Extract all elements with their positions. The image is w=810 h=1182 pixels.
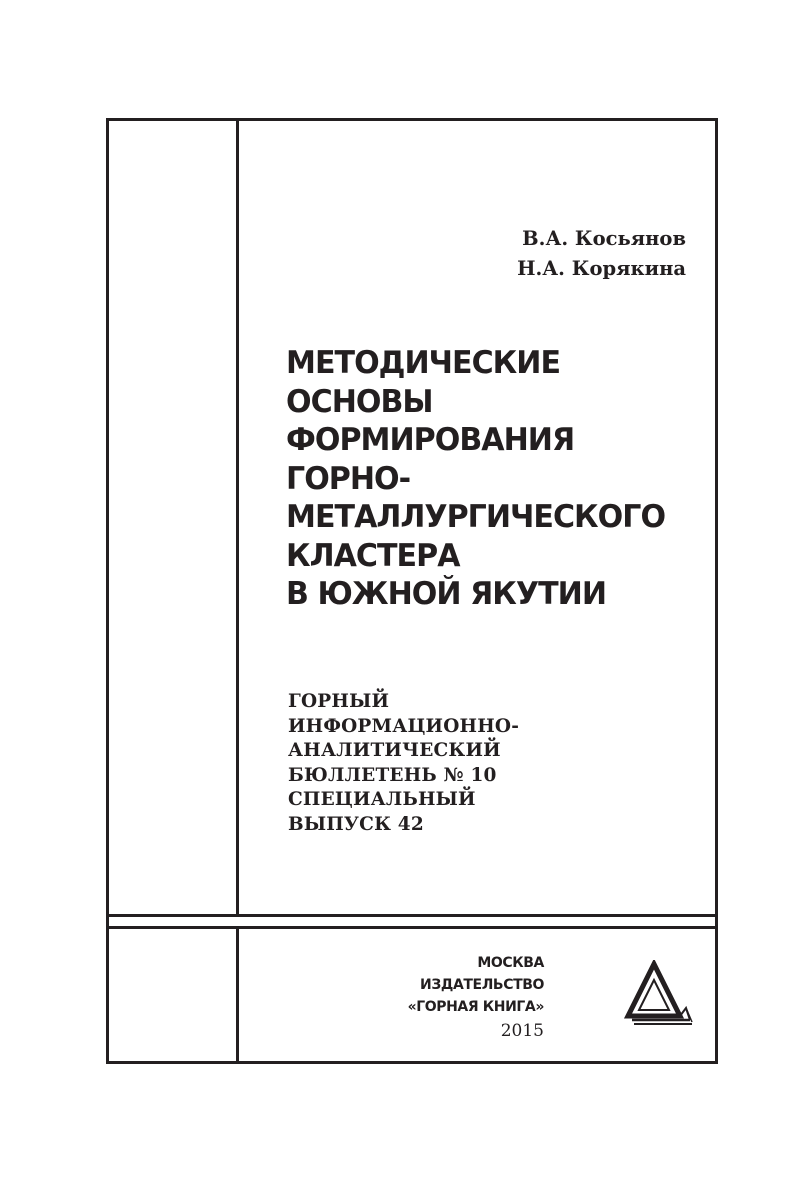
authors-block [517,224,686,284]
series-info [288,690,519,837]
book-title [286,344,693,614]
publisher-city: МОСКВА [477,955,544,971]
title-line: МЕТОДИЧЕСКИЕ [286,345,561,381]
vertical-rule-top [236,118,239,916]
publisher-name: «ГОРНАЯ КНИГА» [407,999,544,1015]
horizontal-rule-upper [106,914,718,917]
series-line: ГОРНЫЙ [288,691,390,712]
publisher-triangle-book-icon [624,960,696,1028]
publication-year: 2015 [500,1021,544,1041]
title-line: В ЮЖНОЙ ЯКУТИИ [286,576,607,612]
series-line: АНАЛИТИЧЕСКИЙ [288,740,501,761]
title-line: МЕТАЛЛУРГИЧЕСКОГО [286,499,666,535]
title-line: ФОРМИРОВАНИЯ [286,422,575,458]
title-line: ОСНОВЫ [286,383,433,420]
title-line: КЛАСТЕРА [286,537,460,574]
series-line: ИНФОРМАЦИОННО- [288,715,520,737]
vertical-rule-bottom [236,928,239,1064]
horizontal-rule-lower [106,926,718,929]
series-line: ВЫПУСК 42 [288,813,424,835]
publisher-house: ИЗДАТЕЛЬСТВО [420,977,544,993]
author-name: Н.А. Корякина [517,257,686,280]
author-name: В.А. Косьянов [522,227,686,250]
publisher-imprint [404,952,544,1042]
series-line: БЮЛЛЕТЕНЬ № 10 [288,764,497,786]
series-line: СПЕЦИАЛЬНЫЙ [288,789,476,810]
title-line: ГОРНО- [286,460,411,497]
